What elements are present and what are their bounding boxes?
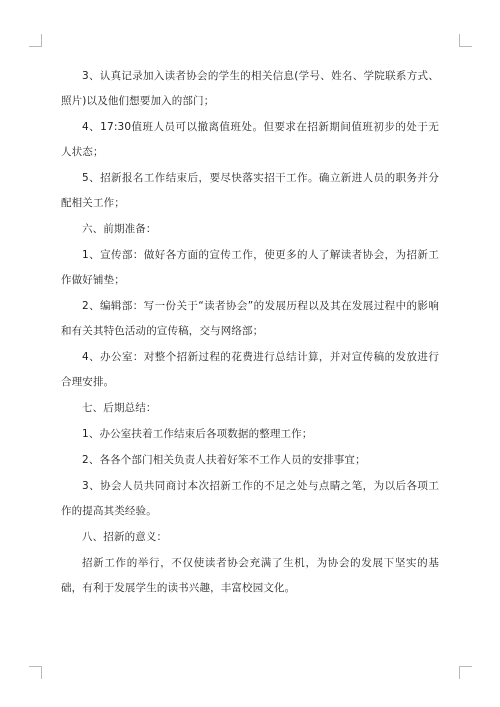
paragraph-item-2-editorial: 2、编辑部：写一份关于“读者协会”的发展历程以及其在发展过程中的影响和有关其特色活动的宣传稿，交与网络部； (61, 300, 439, 337)
section-heading-significance: 八、招新的意义： (82, 531, 168, 543)
crop-mark-top-right (459, 34, 472, 47)
paragraph-item-3-record-info: 3、认真记录加入读者协会的学生的相关信息(学号、姓名、学院联系方式、照片)以及他们想要加入的部门； (61, 70, 439, 107)
crop-mark-top-left (29, 34, 42, 47)
paragraph-item-5-post-registration: 5、招新报名工作结束后，要尽快落实招干工作。确立新进人员的职务并分配相关工作； (61, 172, 439, 209)
paragraph-item-4-duty-time: 4、17:30值班人员可以撤离值班处。但要求在招新期间值班初步的处于无人状态； (61, 121, 439, 158)
crop-mark-bottom-right (459, 666, 472, 679)
paragraph-summary-2: 2、各各个部门相关负责人扶着好笨不工作人员的安排事宜； (82, 454, 366, 466)
crop-mark-bottom-left (29, 666, 42, 679)
paragraph-summary-3: 3、协会人员共同商讨本次招新工作的不足之处与点睛之笔，为以后各项工作的提高其类经验。 (61, 480, 439, 517)
document-body (61, 64, 439, 602)
paragraph-summary-1: 1、办公室扶着工作结束后各项数据的整理工作； (82, 428, 313, 440)
paragraph-item-1-publicity: 1、宣传部：做好各方面的宣传工作，使更多的人了解读者协会，为招新工作做好铺垫； (61, 249, 439, 286)
section-heading-preparation: 六、前期准备： (82, 223, 157, 235)
section-heading-summary: 七、后期总结： (82, 402, 157, 414)
paragraph-significance: 招新工作的举行，不仅使读者协会充满了生机，为协会的发展下坚实的基础，有利于发展学生的读书兴趣，丰富校园文化。 (61, 557, 439, 594)
paragraph-item-4-office: 4、办公室：对整个招新过程的花费进行总结计算，并对宣传稿的发放进行合理安排。 (61, 351, 439, 388)
